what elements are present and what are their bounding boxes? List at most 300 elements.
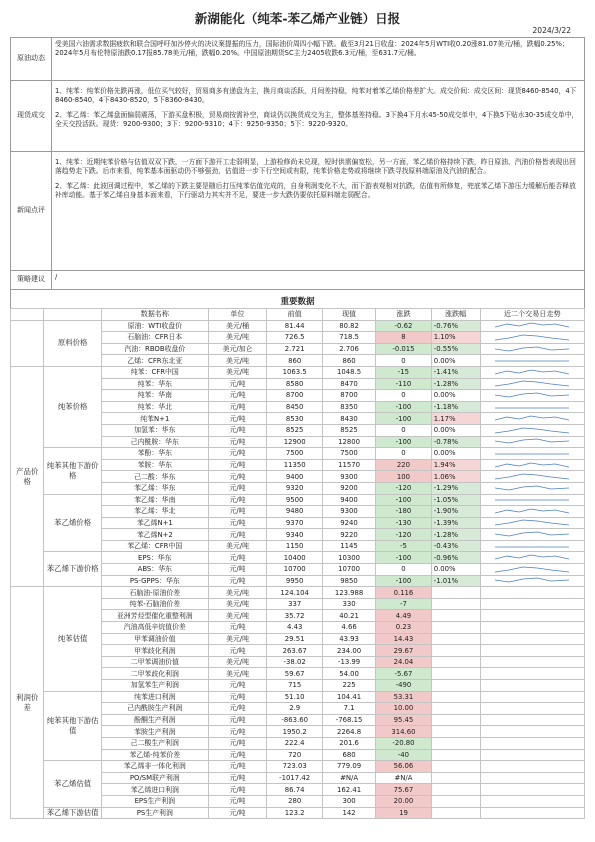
row-name: 二甲苯歧化利润	[102, 668, 209, 680]
row-change-pct	[431, 714, 480, 726]
row-trend-sparkline	[480, 494, 584, 506]
sparkline-icon	[495, 530, 569, 539]
sparkline-icon	[495, 495, 569, 504]
row-change-pct	[431, 633, 480, 645]
row-current-value: 9240	[322, 517, 375, 529]
row-change: 20.00	[376, 795, 432, 807]
row-current-value: 8470	[322, 378, 375, 390]
row-current-value: 54.00	[322, 668, 375, 680]
row-trend-sparkline	[480, 355, 584, 367]
subgroup-label: 苯乙烯下游估值	[44, 807, 102, 819]
row-change: 75.67	[376, 784, 432, 796]
row-change: 314.60	[376, 726, 432, 738]
row-change: -100	[376, 494, 432, 506]
row-prev-value: 9500	[267, 494, 323, 506]
row-current-value: -13.99	[322, 656, 375, 668]
subgroup-label: 苯乙烯价格	[44, 494, 102, 552]
sparkline-icon	[495, 345, 569, 354]
row-change: #N/A	[376, 772, 432, 784]
row-change-pct: -1.01%	[431, 575, 480, 587]
row-name: EPS生产利润	[102, 795, 209, 807]
row-current-value: 142	[322, 807, 375, 819]
row-current-value: 718.5	[322, 332, 375, 344]
row-name: 甲苯调油价值	[102, 633, 209, 645]
row-current-value: 1145	[322, 540, 375, 552]
row-prev-value: 723.03	[267, 761, 323, 773]
row-change-pct	[431, 680, 480, 692]
data-table-title: 重要数据	[10, 297, 585, 308]
row-prev-value: 9370	[267, 517, 323, 529]
row-unit: 美元/吨	[208, 668, 267, 680]
row-change: -100	[376, 575, 432, 587]
row-prev-value: 860	[267, 355, 323, 367]
row-current-value: 779.09	[322, 761, 375, 773]
row-prev-value: 8450	[267, 401, 323, 413]
row-current-value: #N/A	[322, 772, 375, 784]
row-change: -20.80	[376, 737, 432, 749]
sparkline-icon	[495, 507, 569, 516]
row-change: -100	[376, 401, 432, 413]
row-trend-sparkline	[480, 691, 584, 703]
row-change-pct: -1.28%	[431, 529, 480, 541]
row-name: 石脑油：CFR日本	[102, 332, 209, 344]
row-name: 苯胺：华东	[102, 459, 209, 471]
sparkline-icon	[495, 321, 569, 330]
row-prev-value: 263.67	[267, 645, 323, 657]
row-trend-sparkline	[480, 714, 584, 726]
group-label: 产品价格	[11, 366, 44, 586]
row-current-value: 4.66	[322, 622, 375, 634]
strategy-text: /	[52, 271, 585, 290]
row-name: 苯胺生产利润	[102, 726, 209, 738]
row-unit: 元/吨	[208, 795, 267, 807]
row-prev-value: 720	[267, 749, 323, 761]
row-change-pct	[431, 737, 480, 749]
row-trend-sparkline	[480, 529, 584, 541]
row-change-pct	[431, 807, 480, 819]
row-unit: 元/吨	[208, 772, 267, 784]
table-header-row	[11, 309, 585, 321]
row-trend-sparkline	[480, 552, 584, 564]
row-prev-value: 337	[267, 598, 323, 610]
row-prev-value: 9400	[267, 471, 323, 483]
spot-paragraph-benzene: 1、纯苯：纯苯价格先跌再涨，低位买气较好，贸易商多有递盘为主，换月商谈活跃，月间差持稳，纯苯对着苯乙烯价格差扩大。成交价间：成交区间：现货8460-8540，4下8460-8540，4下8430-8520，5下8360-8430。	[55, 87, 577, 105]
row-name: 苯酚：华东	[102, 448, 209, 460]
col-unit: 单位	[208, 309, 267, 321]
row-name: 石脑油-原油价差	[102, 587, 209, 599]
subgroup-label: 纯苯其他下游估值	[44, 691, 102, 761]
row-change-pct: -0.55%	[431, 343, 480, 355]
row-current-value: 9300	[322, 471, 375, 483]
row-change: -15	[376, 366, 432, 378]
row-name: 苯乙烯N+2	[102, 529, 209, 541]
table-row	[11, 448, 585, 460]
row-current-value: 300	[322, 795, 375, 807]
row-name: 纯苯-石脑油价差	[102, 598, 209, 610]
row-name: 纯苯：华南	[102, 390, 209, 402]
row-prev-value: 4.43	[267, 622, 323, 634]
row-unit: 元/吨	[208, 645, 267, 657]
row-change: -100	[376, 413, 432, 425]
row-trend-sparkline	[480, 784, 584, 796]
row-trend-sparkline	[480, 749, 584, 761]
row-name: PS生产利润	[102, 807, 209, 819]
strategy-section	[11, 271, 585, 290]
news-paragraph-styrene: 2、苯乙烯：此波回调过程中，苯乙烯的下跌主要是随后打压纯苯估值完成的，自身利润变化不大，而下游表观相对抗跌，估值有所修复，兜底苯乙烯下游压力缓解后能否释放补库动能。基于苯乙烯自身基本面来看，下行驱动力其实并不足，要进一步大跌仍要依托原料端走弱配合。	[55, 181, 576, 199]
row-prev-value: 1150	[267, 540, 323, 552]
row-change: -120	[376, 482, 432, 494]
row-change-pct: -1.90%	[431, 506, 480, 518]
key-data-table	[10, 308, 585, 819]
row-name: PO/SM联产利润	[102, 772, 209, 784]
row-name: 加氢苯：华东	[102, 424, 209, 436]
row-change-pct: -1.28%	[431, 378, 480, 390]
row-unit: 美元/吨	[208, 332, 267, 344]
col-change: 涨跌	[376, 309, 432, 321]
row-unit: 美元/吨	[208, 355, 267, 367]
row-trend-sparkline	[480, 610, 584, 622]
row-unit: 元/吨	[208, 575, 267, 587]
row-change-pct	[431, 656, 480, 668]
row-trend-sparkline	[480, 680, 584, 692]
row-name: 纯苯N+1	[102, 413, 209, 425]
row-change-pct	[431, 749, 480, 761]
row-change: 14.43	[376, 633, 432, 645]
row-current-value: 1048.5	[322, 366, 375, 378]
row-trend-sparkline	[480, 622, 584, 634]
spot-text	[52, 81, 585, 152]
row-change-pct	[431, 668, 480, 680]
row-current-value: 43.93	[322, 633, 375, 645]
row-current-value: 225	[322, 680, 375, 692]
crude-section	[11, 38, 585, 81]
row-unit: 美元/吨	[208, 598, 267, 610]
row-trend-sparkline	[480, 320, 584, 332]
row-trend-sparkline	[480, 807, 584, 819]
row-prev-value: 123.2	[267, 807, 323, 819]
row-change-pct: 1.17%	[431, 413, 480, 425]
report-title: 新湖能化（纯苯-苯乙烯产业链）日报	[194, 11, 401, 26]
row-prev-value: 8700	[267, 390, 323, 402]
row-change: 0.116	[376, 587, 432, 599]
crude-text: 受美国六油需求数据疲软和联合国呼吁加沙停火的决议案提振的压力，国际油价周四小幅下跌。截至3月21日收盘：2024年5月WTI收0.20涨81.07美元/桶，跌幅0.25%；2024年5月布伦特原油跌0.17报85.78美元/桶，跌幅0.20%。中国原油期货SC主力2405收跌6.3元/桶，至631.7元/桶。	[52, 38, 585, 81]
row-current-value: 9300	[322, 506, 375, 518]
row-prev-value: 715	[267, 680, 323, 692]
row-change-pct: -1.39%	[431, 517, 480, 529]
spot-section	[11, 81, 585, 152]
row-name: 纯苯：CFR中国	[102, 366, 209, 378]
sparkline-icon	[495, 461, 569, 470]
row-prev-value: 1950.2	[267, 726, 323, 738]
row-prev-value: 2.9	[267, 703, 323, 715]
row-change: 29.67	[376, 645, 432, 657]
row-change: -0.62	[376, 320, 432, 332]
table-row	[11, 494, 585, 506]
row-name: 苯乙烯-纯苯价差	[102, 749, 209, 761]
row-current-value: 10300	[322, 552, 375, 564]
row-current-value: 7.1	[322, 703, 375, 715]
row-unit: 元/吨	[208, 726, 267, 738]
row-trend-sparkline	[480, 633, 584, 645]
group-label: 利润价差	[11, 587, 44, 819]
sparkline-icon	[495, 356, 569, 365]
sparkline-icon	[495, 472, 569, 481]
row-change-pct: 1.94%	[431, 459, 480, 471]
row-current-value: 201.6	[322, 737, 375, 749]
row-change-pct: 0.00%	[431, 390, 480, 402]
row-trend-sparkline	[480, 564, 584, 576]
col-prev: 前值	[267, 309, 323, 321]
row-name: 己内酰胺生产利润	[102, 703, 209, 715]
news-paragraph-benzene: 1、纯苯：近期纯苯价格与估值双双下跌，一方面下游开工走弱明显，上游检修尚未兑现，短时供需偏宽松，另一方面，苯乙烯价格持续下跌，昨日原油、汽油价格皆表现出回落趋势走下跌。后市来看，纯苯基本面驱动仍不够强劲，估值进一步下行空间或有限，纯苯价格走势或将继续下跌寻找原料端原油及汽油的配合。	[55, 158, 576, 176]
row-unit: 元/吨	[208, 506, 267, 518]
report-page	[10, 0, 585, 819]
row-prev-value: 8530	[267, 413, 323, 425]
row-change-pct: 0.00%	[431, 424, 480, 436]
row-trend-sparkline	[480, 471, 584, 483]
table-row	[11, 587, 585, 599]
subgroup-label: 苯乙烯下游价格	[44, 552, 102, 587]
row-change: 53.31	[376, 691, 432, 703]
row-change: 220	[376, 459, 432, 471]
row-name: 酚酮生产利润	[102, 714, 209, 726]
row-prev-value: 81.44	[267, 320, 323, 332]
row-prev-value: 124.104	[267, 587, 323, 599]
row-prev-value: 59.67	[267, 668, 323, 680]
row-prev-value: 35.72	[267, 610, 323, 622]
row-change: -490	[376, 680, 432, 692]
table-row	[11, 552, 585, 564]
crude-label: 原油动态	[11, 38, 52, 81]
row-name: 汽油：RBOB收盘价	[102, 343, 209, 355]
row-name: 亚洲芳烃型催化重整利润	[102, 610, 209, 622]
row-unit: 美元/吨	[208, 540, 267, 552]
row-name: 苯乙烯：华北	[102, 506, 209, 518]
row-current-value: 680	[322, 749, 375, 761]
row-change-pct: -0.96%	[431, 552, 480, 564]
sparkline-icon	[495, 565, 569, 574]
row-prev-value: 9320	[267, 482, 323, 494]
row-unit: 美元/吨	[208, 633, 267, 645]
row-name: 纯苯：华东	[102, 378, 209, 390]
subgroup-label: 纯苯价格	[44, 366, 102, 447]
report-date: 2024/3/22	[532, 26, 571, 35]
sparkline-icon	[495, 553, 569, 562]
row-current-value: 12800	[322, 436, 375, 448]
row-trend-sparkline	[480, 540, 584, 552]
row-name: 苯乙烯：CFR中国	[102, 540, 209, 552]
row-change-pct	[431, 703, 480, 715]
row-current-value: 80.82	[322, 320, 375, 332]
col-cur: 现值	[322, 309, 375, 321]
subgroup-label: 纯苯其他下游价格	[44, 448, 102, 494]
row-change: -5.67	[376, 668, 432, 680]
row-trend-sparkline	[480, 482, 584, 494]
row-change-pct: 0.00%	[431, 448, 480, 460]
row-change-pct	[431, 784, 480, 796]
row-trend-sparkline	[480, 343, 584, 355]
row-change-pct	[431, 761, 480, 773]
row-change: -120	[376, 529, 432, 541]
row-current-value: 330	[322, 598, 375, 610]
news-section	[11, 152, 585, 271]
row-change-pct: 1.10%	[431, 332, 480, 344]
table-row	[11, 366, 585, 378]
row-name: EPS：华东	[102, 552, 209, 564]
row-change-pct: -1.29%	[431, 482, 480, 494]
row-unit: 元/吨	[208, 378, 267, 390]
row-change: 4.49	[376, 610, 432, 622]
row-prev-value: 7500	[267, 448, 323, 460]
row-trend-sparkline	[480, 737, 584, 749]
row-name: 纯苯：华北	[102, 401, 209, 413]
row-trend-sparkline	[480, 436, 584, 448]
row-name: 己二酸：华东	[102, 471, 209, 483]
row-prev-value: -38.02	[267, 656, 323, 668]
row-trend-sparkline	[480, 506, 584, 518]
row-change-pct	[431, 587, 480, 599]
row-name: 汽油高低辛烷值价差	[102, 622, 209, 634]
row-prev-value: 280	[267, 795, 323, 807]
row-change: 10.00	[376, 703, 432, 715]
table-row	[11, 807, 585, 819]
row-unit: 元/吨	[208, 494, 267, 506]
row-trend-sparkline	[480, 772, 584, 784]
row-change: 19	[376, 807, 432, 819]
row-change-pct: -1.41%	[431, 366, 480, 378]
row-change: 95.45	[376, 714, 432, 726]
row-change-pct: -0.78%	[431, 436, 480, 448]
group-label	[11, 320, 44, 366]
sparkline-icon	[495, 333, 569, 342]
row-prev-value: 86.74	[267, 784, 323, 796]
row-trend-sparkline	[480, 459, 584, 471]
row-current-value: 9220	[322, 529, 375, 541]
row-change-pct	[431, 610, 480, 622]
row-current-value: 10700	[322, 564, 375, 576]
row-change: -0.015	[376, 343, 432, 355]
row-name: PS-GPPS：华东	[102, 575, 209, 587]
row-unit: 美元/加仑	[208, 343, 267, 355]
row-trend-sparkline	[480, 378, 584, 390]
row-name: 苯乙烯进口利润	[102, 784, 209, 796]
row-change: 0.23	[376, 622, 432, 634]
spot-label: 现货成交	[11, 81, 52, 152]
row-change: -180	[376, 506, 432, 518]
row-change-pct: -1.18%	[431, 401, 480, 413]
row-trend-sparkline	[480, 575, 584, 587]
row-prev-value: 222.4	[267, 737, 323, 749]
row-current-value: 2.706	[322, 343, 375, 355]
row-prev-value: 1063.5	[267, 366, 323, 378]
row-change: 8	[376, 332, 432, 344]
row-change: -5	[376, 540, 432, 552]
row-current-value: 8700	[322, 390, 375, 402]
row-name: 己二酸生产利润	[102, 737, 209, 749]
row-name: 加氢苯生产利润	[102, 680, 209, 692]
row-change: 0	[376, 424, 432, 436]
row-unit: 元/吨	[208, 390, 267, 402]
row-trend-sparkline	[480, 332, 584, 344]
row-prev-value: 726.5	[267, 332, 323, 344]
row-unit: 美元/吨	[208, 610, 267, 622]
row-name: 二甲苯调油价值	[102, 656, 209, 668]
row-unit: 元/吨	[208, 436, 267, 448]
row-change: -40	[376, 749, 432, 761]
row-unit: 元/吨	[208, 807, 267, 819]
row-unit: 元/吨	[208, 482, 267, 494]
row-change: -7	[376, 598, 432, 610]
row-current-value: 9400	[322, 494, 375, 506]
row-trend-sparkline	[480, 703, 584, 715]
row-current-value: 8350	[322, 401, 375, 413]
row-change-pct	[431, 598, 480, 610]
row-unit: 美元/吨	[208, 366, 267, 378]
table-row	[11, 691, 585, 703]
col-trend: 近二个交易日走势	[480, 309, 584, 321]
col-name: 数据名称	[102, 309, 209, 321]
row-current-value: -768.15	[322, 714, 375, 726]
row-change-pct	[431, 772, 480, 784]
row-name: 乙烯：CFR东北亚	[102, 355, 209, 367]
row-trend-sparkline	[480, 424, 584, 436]
row-current-value: 162.41	[322, 784, 375, 796]
row-prev-value: 9480	[267, 506, 323, 518]
row-unit: 元/吨	[208, 622, 267, 634]
row-name: ABS：华东	[102, 564, 209, 576]
row-prev-value: 51.10	[267, 691, 323, 703]
sparkline-icon	[495, 391, 569, 400]
row-current-value: 9850	[322, 575, 375, 587]
row-change: -130	[376, 517, 432, 529]
row-name: 苯乙烯N+1	[102, 517, 209, 529]
row-unit: 美元/吨	[208, 656, 267, 668]
row-change: -100	[376, 552, 432, 564]
row-trend-sparkline	[480, 390, 584, 402]
row-current-value: 40.21	[322, 610, 375, 622]
row-current-value: 11570	[322, 459, 375, 471]
row-change-pct	[431, 622, 480, 634]
row-unit: 元/吨	[208, 749, 267, 761]
row-prev-value: 10700	[267, 564, 323, 576]
row-prev-value: 2.721	[267, 343, 323, 355]
commentary-table	[10, 37, 585, 290]
row-trend-sparkline	[480, 517, 584, 529]
sparkline-icon	[495, 437, 569, 446]
row-trend-sparkline	[480, 645, 584, 657]
row-unit: 元/吨	[208, 784, 267, 796]
row-trend-sparkline	[480, 413, 584, 425]
row-change: 100	[376, 471, 432, 483]
sparkline-icon	[495, 576, 569, 585]
row-unit: 元/吨	[208, 529, 267, 541]
row-change-pct: -0.43%	[431, 540, 480, 552]
row-unit: 元/吨	[208, 448, 267, 460]
table-row	[11, 320, 585, 332]
row-unit: 元/吨	[208, 691, 267, 703]
row-trend-sparkline	[480, 448, 584, 460]
row-trend-sparkline	[480, 668, 584, 680]
row-trend-sparkline	[480, 587, 584, 599]
row-prev-value: 8525	[267, 424, 323, 436]
row-change-pct: 1.06%	[431, 471, 480, 483]
row-trend-sparkline	[480, 366, 584, 378]
row-unit: 美元/吨	[208, 587, 267, 599]
row-change: 0	[376, 390, 432, 402]
sparkline-icon	[495, 484, 569, 493]
row-change-pct	[431, 726, 480, 738]
row-trend-sparkline	[480, 401, 584, 413]
